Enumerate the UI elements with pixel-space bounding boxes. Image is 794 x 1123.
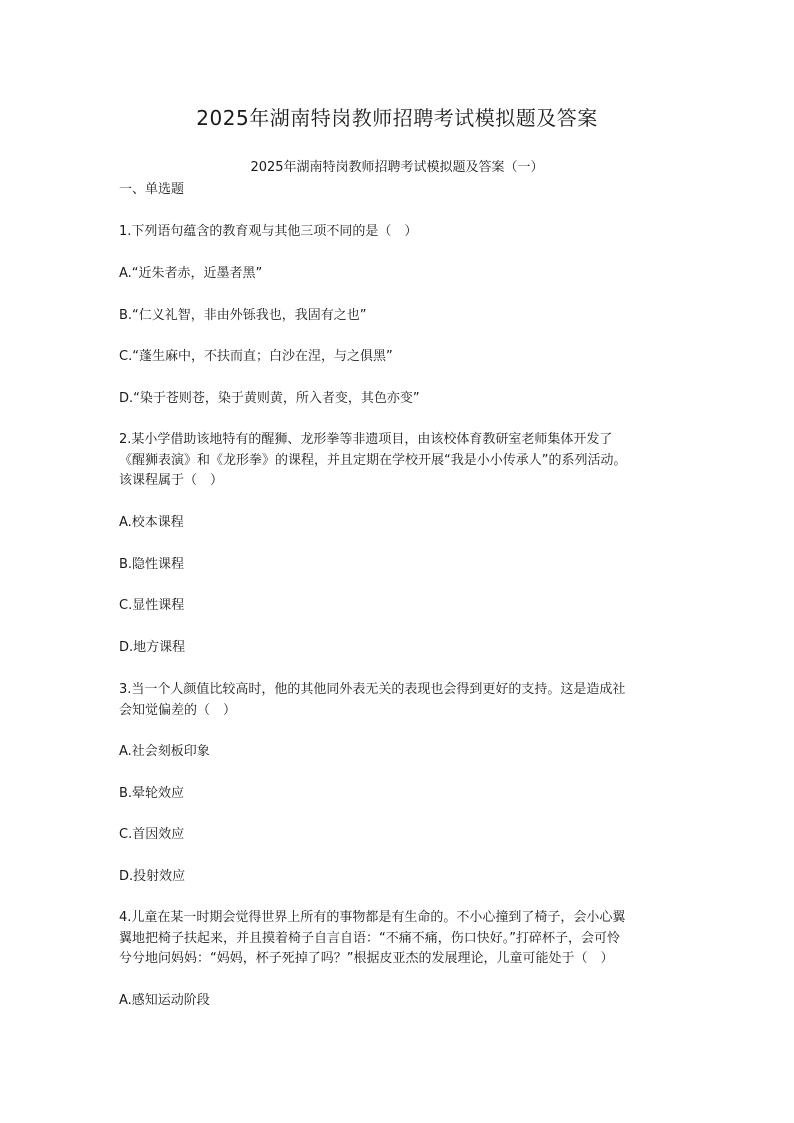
- question-2-option-c: C.显性课程: [119, 598, 185, 613]
- document-subtitle: 2025年湖南特岗教师招聘考试模拟题及答案（一）: [250, 160, 544, 175]
- question-2-stem: [119, 430, 689, 492]
- question-4-stem: [119, 908, 689, 970]
- question-3-stem-line: 会知觉偏差的（ ）: [119, 702, 237, 718]
- question-1-option-a: A.“近朱者赤，近墨者黑”: [119, 266, 263, 281]
- question-2-stem-line: 《醒狮表演》和《龙形拳》的课程，并且定期在学校开展“我是小小传承人”的系列活动。: [119, 452, 627, 468]
- question-1-stem: 1.下列语句蕴含的教育观与其他三项不同的是（ ）: [119, 224, 418, 239]
- question-2-option-a: A.校本课程: [119, 515, 184, 530]
- question-4-option-a: A.感知运动阶段: [119, 993, 210, 1008]
- question-2-stem-line: 该课程属于（ ）: [119, 473, 224, 488]
- document-title: 2025年湖南特岗教师招聘考试模拟题及答案: [196, 106, 598, 130]
- section-heading: 一、单选题: [119, 182, 185, 197]
- question-1-option-d: D.“染于苍则苍，染于黄则黄，所入者变，其色亦变”: [119, 391, 420, 406]
- question-3-stem: [119, 680, 689, 721]
- question-3-option-c: C.首因效应: [119, 827, 185, 842]
- question-2-option-d: D.地方课程: [119, 640, 186, 655]
- question-4-stem-line: 兮兮地问妈妈：“妈妈，杯子死掉了吗？”根据皮亚杰的发展理论，儿童可能处于（ ）: [119, 951, 614, 966]
- question-3-option-a: A.社会刻板印象: [119, 744, 210, 759]
- question-4-stem-line: 4.儿童在某一时期会觉得世界上所有的事物都是有生命的。不小心撞到了椅子，会小心翼: [119, 910, 626, 925]
- question-2-stem-line: 2.某小学借助该地特有的醒狮、龙形拳等非遗项目，由该校体育教研室老师集体开发了: [119, 432, 613, 447]
- question-4-stem-line: 翼地把椅子扶起来，并且摸着椅子自言自语：“不痛不痛，伤口快好。”打碎杯子，会可怜: [119, 930, 620, 946]
- question-3-option-b: B.晕轮效应: [119, 786, 185, 801]
- question-1-option-c: C.“蓬生麻中，不扶而直；白沙在涅，与之俱黑”: [119, 349, 393, 364]
- question-2-option-b: B.隐性课程: [119, 557, 185, 572]
- question-3-option-d: D.投射效应: [119, 869, 186, 884]
- question-1-option-b: B.“仁义礼智，非由外铄我也，我固有之也”: [119, 308, 367, 323]
- question-3-stem-line: 3.当一个人颜值比较高时，他的其他同外表无关的表现也会得到更好的支持。这是造成社: [119, 682, 626, 697]
